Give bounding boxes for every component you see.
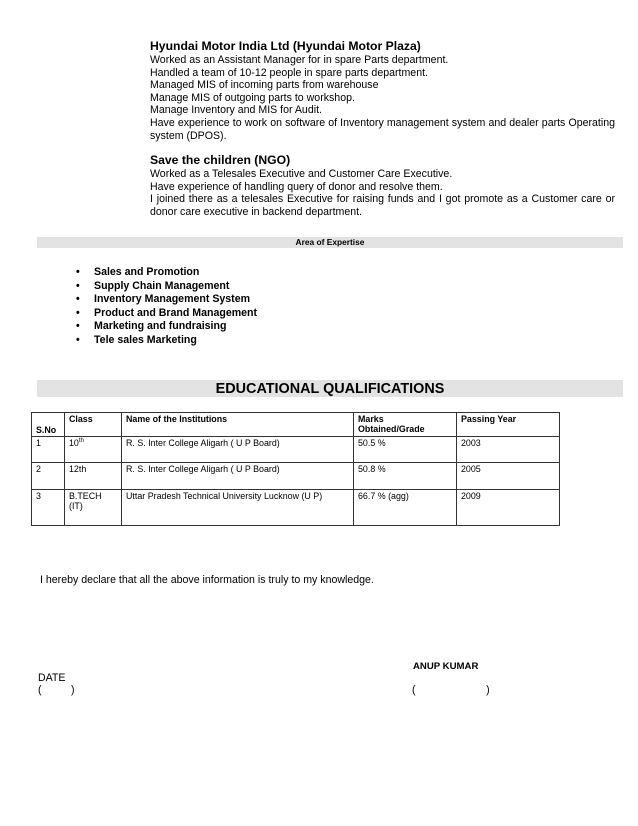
cell-class: 12th bbox=[65, 463, 122, 490]
cell-year: 2003 bbox=[457, 437, 560, 463]
list-item bbox=[76, 334, 257, 348]
job-line: Worked as an Assistant Manager for in spare Parts department. bbox=[150, 54, 449, 66]
cell-year: 2009 bbox=[457, 490, 560, 526]
list-item bbox=[76, 293, 257, 307]
expertise-list bbox=[76, 266, 257, 348]
cell-year: 2005 bbox=[457, 463, 560, 490]
job-line: Worked as a Telesales Executive and Customer Care Executive. bbox=[150, 168, 453, 180]
bullet-icon: • bbox=[76, 266, 80, 278]
education-heading: EDUCATIONAL QUALIFICATIONS bbox=[37, 380, 623, 397]
job-line: I joined there as a telesales Executive for raising funds and I got promote as a Customer care or donor care executive in backend department. bbox=[150, 193, 615, 218]
job-line: Manage MIS of outgoing parts to workshop. bbox=[150, 91, 355, 104]
cell-marks: 50.8 % bbox=[354, 463, 457, 490]
bullet-icon: • bbox=[76, 333, 80, 346]
cell-sno: 1 bbox=[32, 437, 65, 463]
cell-sno: 2 bbox=[32, 463, 65, 490]
cell-institution: R. S. Inter College Aligarh ( U P Board) bbox=[122, 463, 354, 490]
job-line: Handled a team of 10-12 people in spare parts department. bbox=[150, 66, 428, 79]
date-value: ( ) bbox=[38, 684, 75, 696]
bullet-icon: • bbox=[76, 306, 80, 319]
education-table bbox=[31, 412, 560, 526]
list-item bbox=[76, 266, 257, 280]
list-item bbox=[76, 307, 257, 321]
job-line: Manage Inventory and MIS for Audit. bbox=[150, 104, 322, 117]
job-line: Have experience to work on software of Inventory management system and dealer parts Operating system (DPOS). bbox=[150, 116, 615, 142]
cell-institution: Uttar Pradesh Technical University Lucknow (U P) bbox=[122, 490, 354, 526]
list-item-label: Sales and Promotion bbox=[94, 266, 200, 278]
list-item-label: Inventory Management System bbox=[94, 293, 251, 306]
header-year: Passing Year bbox=[457, 413, 560, 437]
declaration-text: I hereby declare that all the above information is truly to my knowledge. bbox=[40, 574, 374, 586]
signature-name: ANUP KUMAR bbox=[413, 661, 479, 672]
cell-sno: 3 bbox=[32, 490, 65, 526]
header-class: Class bbox=[65, 413, 122, 437]
table-row bbox=[32, 463, 560, 490]
date-label: DATE bbox=[38, 672, 66, 684]
list-item-label: Supply Chain Management bbox=[94, 279, 230, 292]
job-title: Save the children (NGO) bbox=[150, 153, 291, 167]
list-item bbox=[76, 280, 257, 294]
header-marks: Marks Obtained/Grade bbox=[354, 413, 457, 437]
list-item-label: Marketing and fundraising bbox=[94, 320, 227, 333]
cell-institution: R. S. Inter College Aligarh ( U P Board) bbox=[122, 437, 354, 463]
bullet-icon: • bbox=[76, 293, 80, 306]
job-line: Managed MIS of incoming parts from warehouse bbox=[150, 79, 379, 92]
bullet-icon: • bbox=[76, 279, 80, 292]
cell-marks: 50.5 % bbox=[354, 437, 457, 463]
list-item-label: Product and Brand Management bbox=[94, 306, 258, 319]
signature-paren: ( ) bbox=[412, 684, 490, 696]
job-title: Hyundai Motor India Ltd (Hyundai Motor Plaza) bbox=[150, 39, 421, 53]
cell-class: B.TECH (IT) bbox=[65, 490, 122, 526]
table-row bbox=[32, 437, 560, 463]
expertise-heading: Area of Expertise bbox=[37, 237, 623, 248]
header-sno: S.No bbox=[32, 413, 65, 437]
list-item bbox=[76, 320, 257, 334]
experience-ngo bbox=[150, 153, 615, 218]
job-line: Have experience of handling query of donor and resolve them. bbox=[150, 180, 443, 193]
bullet-icon: • bbox=[76, 320, 80, 333]
cell-class: 10th bbox=[65, 437, 122, 463]
header-institution: Name of the Institutions bbox=[122, 413, 354, 437]
list-item-label: Tele sales Marketing bbox=[94, 333, 197, 346]
table-header-row bbox=[32, 413, 560, 437]
table-row bbox=[32, 490, 560, 526]
cell-marks: 66.7 % (agg) bbox=[354, 490, 457, 526]
experience-hyundai bbox=[150, 39, 615, 142]
